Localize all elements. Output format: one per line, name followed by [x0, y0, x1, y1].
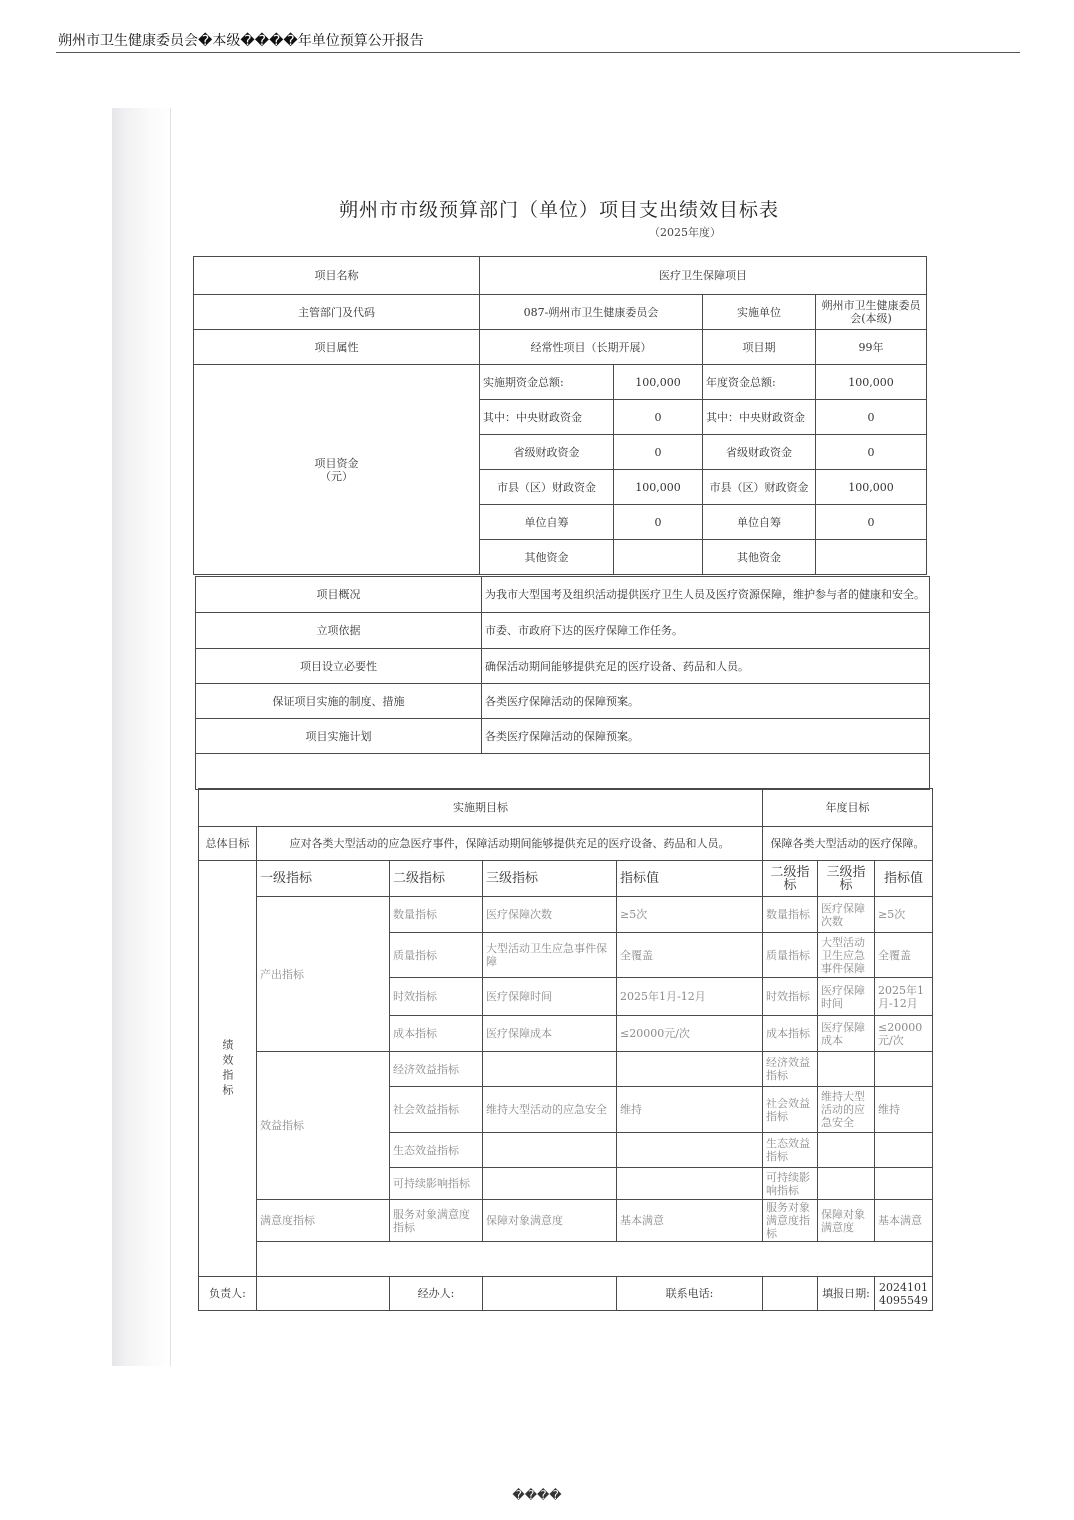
funds-province-label: 省级财政资金	[480, 435, 614, 470]
quality-annual-level3: 大型活动卫生应急事件保障	[818, 933, 875, 978]
dept-label: 主管部门及代码	[194, 295, 480, 330]
impl-unit-value: 朔州市卫生健康委员会(本级)	[816, 295, 927, 330]
funds-annual-label: 年度资金总额:	[703, 365, 816, 400]
ecological-annual-level3	[818, 1133, 875, 1168]
period-label: 项目期	[703, 330, 816, 365]
sustainable-level2: 可持续影响指标	[390, 1168, 483, 1200]
cost-value: ≤20000元/次	[617, 1016, 763, 1052]
necessity-value: 确保活动期间能够提供充足的医疗设备、药品和人员。	[482, 649, 930, 684]
funds-total-value: 100,000	[614, 365, 703, 400]
quantity-annual-value: ≥5次	[875, 897, 933, 933]
header-annual-value: 指标值	[875, 861, 933, 897]
funds-province-value: 0	[614, 435, 703, 470]
funds-province-annual-value: 0	[816, 435, 927, 470]
date-value: 20241014095549	[875, 1277, 933, 1311]
cost-level3: 医疗保障成本	[483, 1016, 617, 1052]
project-name-value: 医疗卫生保障项目	[480, 257, 927, 295]
header-divider	[56, 52, 1020, 53]
owner-value	[257, 1277, 390, 1311]
attr-label: 项目属性	[194, 330, 480, 365]
funds-central-annual-label: 其中：中央财政资金	[703, 400, 816, 435]
period-target-label: 实施期目标	[199, 789, 763, 827]
phone-label: 联系电话:	[617, 1277, 763, 1311]
plan-label: 项目实施计划	[196, 719, 482, 754]
timeliness-level2: 时效指标	[390, 978, 483, 1016]
ecological-level3	[483, 1133, 617, 1168]
timeliness-annual-value: 2025年1月-12月	[875, 978, 933, 1016]
overview-value: 为我市大型国考及组织活动提供医疗卫生人员及医疗资源保障，维护参与者的健康和安全。	[482, 577, 930, 613]
funds-other-annual-value	[816, 540, 927, 575]
date-label: 填报日期:	[818, 1277, 875, 1311]
overall-target-label: 总体目标	[199, 827, 257, 861]
basis-value: 市委、市政府下达的医疗保障工作任务。	[482, 613, 930, 649]
social-annual-value: 维持	[875, 1087, 933, 1133]
attr-value: 经常性项目（长期开展）	[480, 330, 703, 365]
funds-self-annual-label: 单位自筹	[703, 505, 816, 540]
header-level2: 二级指标	[390, 861, 483, 897]
necessity-label: 项目设立必要性	[196, 649, 482, 684]
funds-self-value: 0	[614, 505, 703, 540]
quality-annual-level2: 质量指标	[763, 933, 818, 978]
satisfaction-annual-level3: 保障对象满意度	[818, 1200, 875, 1242]
funds-city-annual-value: 100,000	[816, 470, 927, 505]
quantity-level2: 数量指标	[390, 897, 483, 933]
blank-row	[257, 1242, 933, 1277]
quality-annual-value: 全覆盖	[875, 933, 933, 978]
scan-edge	[170, 108, 171, 1366]
measures-label: 保证项目实施的制度、措施	[196, 684, 482, 719]
benefit-indicator-label: 效益指标	[257, 1052, 390, 1200]
satisfaction-value: 基本满意	[617, 1200, 763, 1242]
project-info-table	[193, 256, 927, 575]
page-number: ����	[512, 1488, 562, 1502]
funds-label: 项目资金 （元）	[194, 365, 480, 575]
dept-value: 087-朔州市卫生健康委员会	[480, 295, 703, 330]
sustainable-annual-level2: 可持续影响指标	[763, 1168, 818, 1200]
document-title: 朔州市市级预算部门（单位）项目支出绩效目标表	[338, 199, 779, 221]
timeliness-value: 2025年1月-12月	[617, 978, 763, 1016]
social-annual-level2: 社会效益指标	[763, 1087, 818, 1133]
phone-value	[763, 1277, 818, 1311]
social-level2: 社会效益指标	[390, 1087, 483, 1133]
handler-value	[483, 1277, 617, 1311]
timeliness-annual-level2: 时效指标	[763, 978, 818, 1016]
funds-city-label: 市县（区）财政资金	[480, 470, 614, 505]
funds-central-label: 其中：中央财政资金	[480, 400, 614, 435]
header-value: 指标值	[617, 861, 763, 897]
measures-value: 各类医疗保障活动的保障预案。	[482, 684, 930, 719]
header-annual-level2: 二级指标	[763, 861, 818, 897]
economic-value	[617, 1052, 763, 1087]
sustainable-annual-level3	[818, 1168, 875, 1200]
quantity-annual-level2: 数量指标	[763, 897, 818, 933]
ecological-annual-value	[875, 1133, 933, 1168]
funds-other-label: 其他资金	[480, 540, 614, 575]
header-level3: 三级指标	[483, 861, 617, 897]
sustainable-annual-value	[875, 1168, 933, 1200]
satisfaction-level3: 保障对象满意度	[483, 1200, 617, 1242]
timeliness-annual-level3: 医疗保障时间	[818, 978, 875, 1016]
quality-level3: 大型活动卫生应急事件保障	[483, 933, 617, 978]
performance-target-table	[198, 788, 933, 1311]
funds-annual-value: 100,000	[816, 365, 927, 400]
overall-annual-target: 保障各类大型活动的医疗保障。	[763, 827, 933, 861]
quantity-value: ≥5次	[617, 897, 763, 933]
funds-self-label: 单位自筹	[480, 505, 614, 540]
output-indicator-label: 产出指标	[257, 897, 390, 1052]
quantity-level3: 医疗保障次数	[483, 897, 617, 933]
annual-target-label: 年度目标	[763, 789, 933, 827]
funds-total-label: 实施期资金总额:	[480, 365, 614, 400]
owner-label: 负责人:	[199, 1277, 257, 1311]
economic-annual-level2: 经济效益指标	[763, 1052, 818, 1087]
funds-central-annual-value: 0	[816, 400, 927, 435]
quality-level2: 质量指标	[390, 933, 483, 978]
economic-level3	[483, 1052, 617, 1087]
economic-annual-level3	[818, 1052, 875, 1087]
overall-period-target: 应对各类大型活动的应急医疗事件，保障活动期间能够提供充足的医疗设备、药品和人员。	[257, 827, 763, 861]
ecological-value	[617, 1133, 763, 1168]
project-description-table	[195, 576, 930, 790]
satisfaction-annual-level2: 服务对象满意度指标	[763, 1200, 818, 1242]
header-level1: 一级指标	[257, 861, 390, 897]
funds-city-annual-label: 市县（区）财政资金	[703, 470, 816, 505]
funds-central-value: 0	[614, 400, 703, 435]
project-name-label: 项目名称	[194, 257, 480, 295]
social-value: 维持	[617, 1087, 763, 1133]
period-value: 99年	[816, 330, 927, 365]
sustainable-level3	[483, 1168, 617, 1200]
cost-annual-level2: 成本指标	[763, 1016, 818, 1052]
impl-unit-label: 实施单位	[703, 295, 816, 330]
funds-city-value: 100,000	[614, 470, 703, 505]
indicator-section-label: 绩效指标	[199, 861, 257, 1277]
satisfaction-annual-value: 基本满意	[875, 1200, 933, 1242]
quantity-annual-level3: 医疗保障次数	[818, 897, 875, 933]
blank-row	[196, 754, 930, 790]
funds-other-value	[614, 540, 703, 575]
quality-value: 全覆盖	[617, 933, 763, 978]
funds-province-annual-label: 省级财政资金	[703, 435, 816, 470]
ecological-annual-level2: 生态效益指标	[763, 1133, 818, 1168]
ecological-level2: 生态效益指标	[390, 1133, 483, 1168]
funds-self-annual-value: 0	[816, 505, 927, 540]
basis-label: 立项依据	[196, 613, 482, 649]
overview-label: 项目概况	[196, 577, 482, 613]
satisfaction-indicator-label: 满意度指标	[257, 1200, 390, 1242]
plan-value: 各类医疗保障活动的保障预案。	[482, 719, 930, 754]
cost-level2: 成本指标	[390, 1016, 483, 1052]
page-header-title: 朔州市卫生健康委员会�本级����年单位预算公开报告	[58, 33, 424, 49]
cost-annual-level3: 医疗保障成本	[818, 1016, 875, 1052]
header-annual-level3: 三级指标	[818, 861, 875, 897]
funds-other-annual-label: 其他资金	[703, 540, 816, 575]
handler-label: 经办人:	[390, 1277, 483, 1311]
cost-annual-value: ≤20000元/次	[875, 1016, 933, 1052]
satisfaction-level2: 服务对象满意度指标	[390, 1200, 483, 1242]
social-level3: 维持大型活动的应急安全	[483, 1087, 617, 1133]
economic-level2: 经济效益指标	[390, 1052, 483, 1087]
document-year: （2025年度）	[649, 226, 721, 239]
economic-annual-value	[875, 1052, 933, 1087]
timeliness-level3: 医疗保障时间	[483, 978, 617, 1016]
social-annual-level3: 维持大型活动的应急安全	[818, 1087, 875, 1133]
sustainable-value	[617, 1168, 763, 1200]
